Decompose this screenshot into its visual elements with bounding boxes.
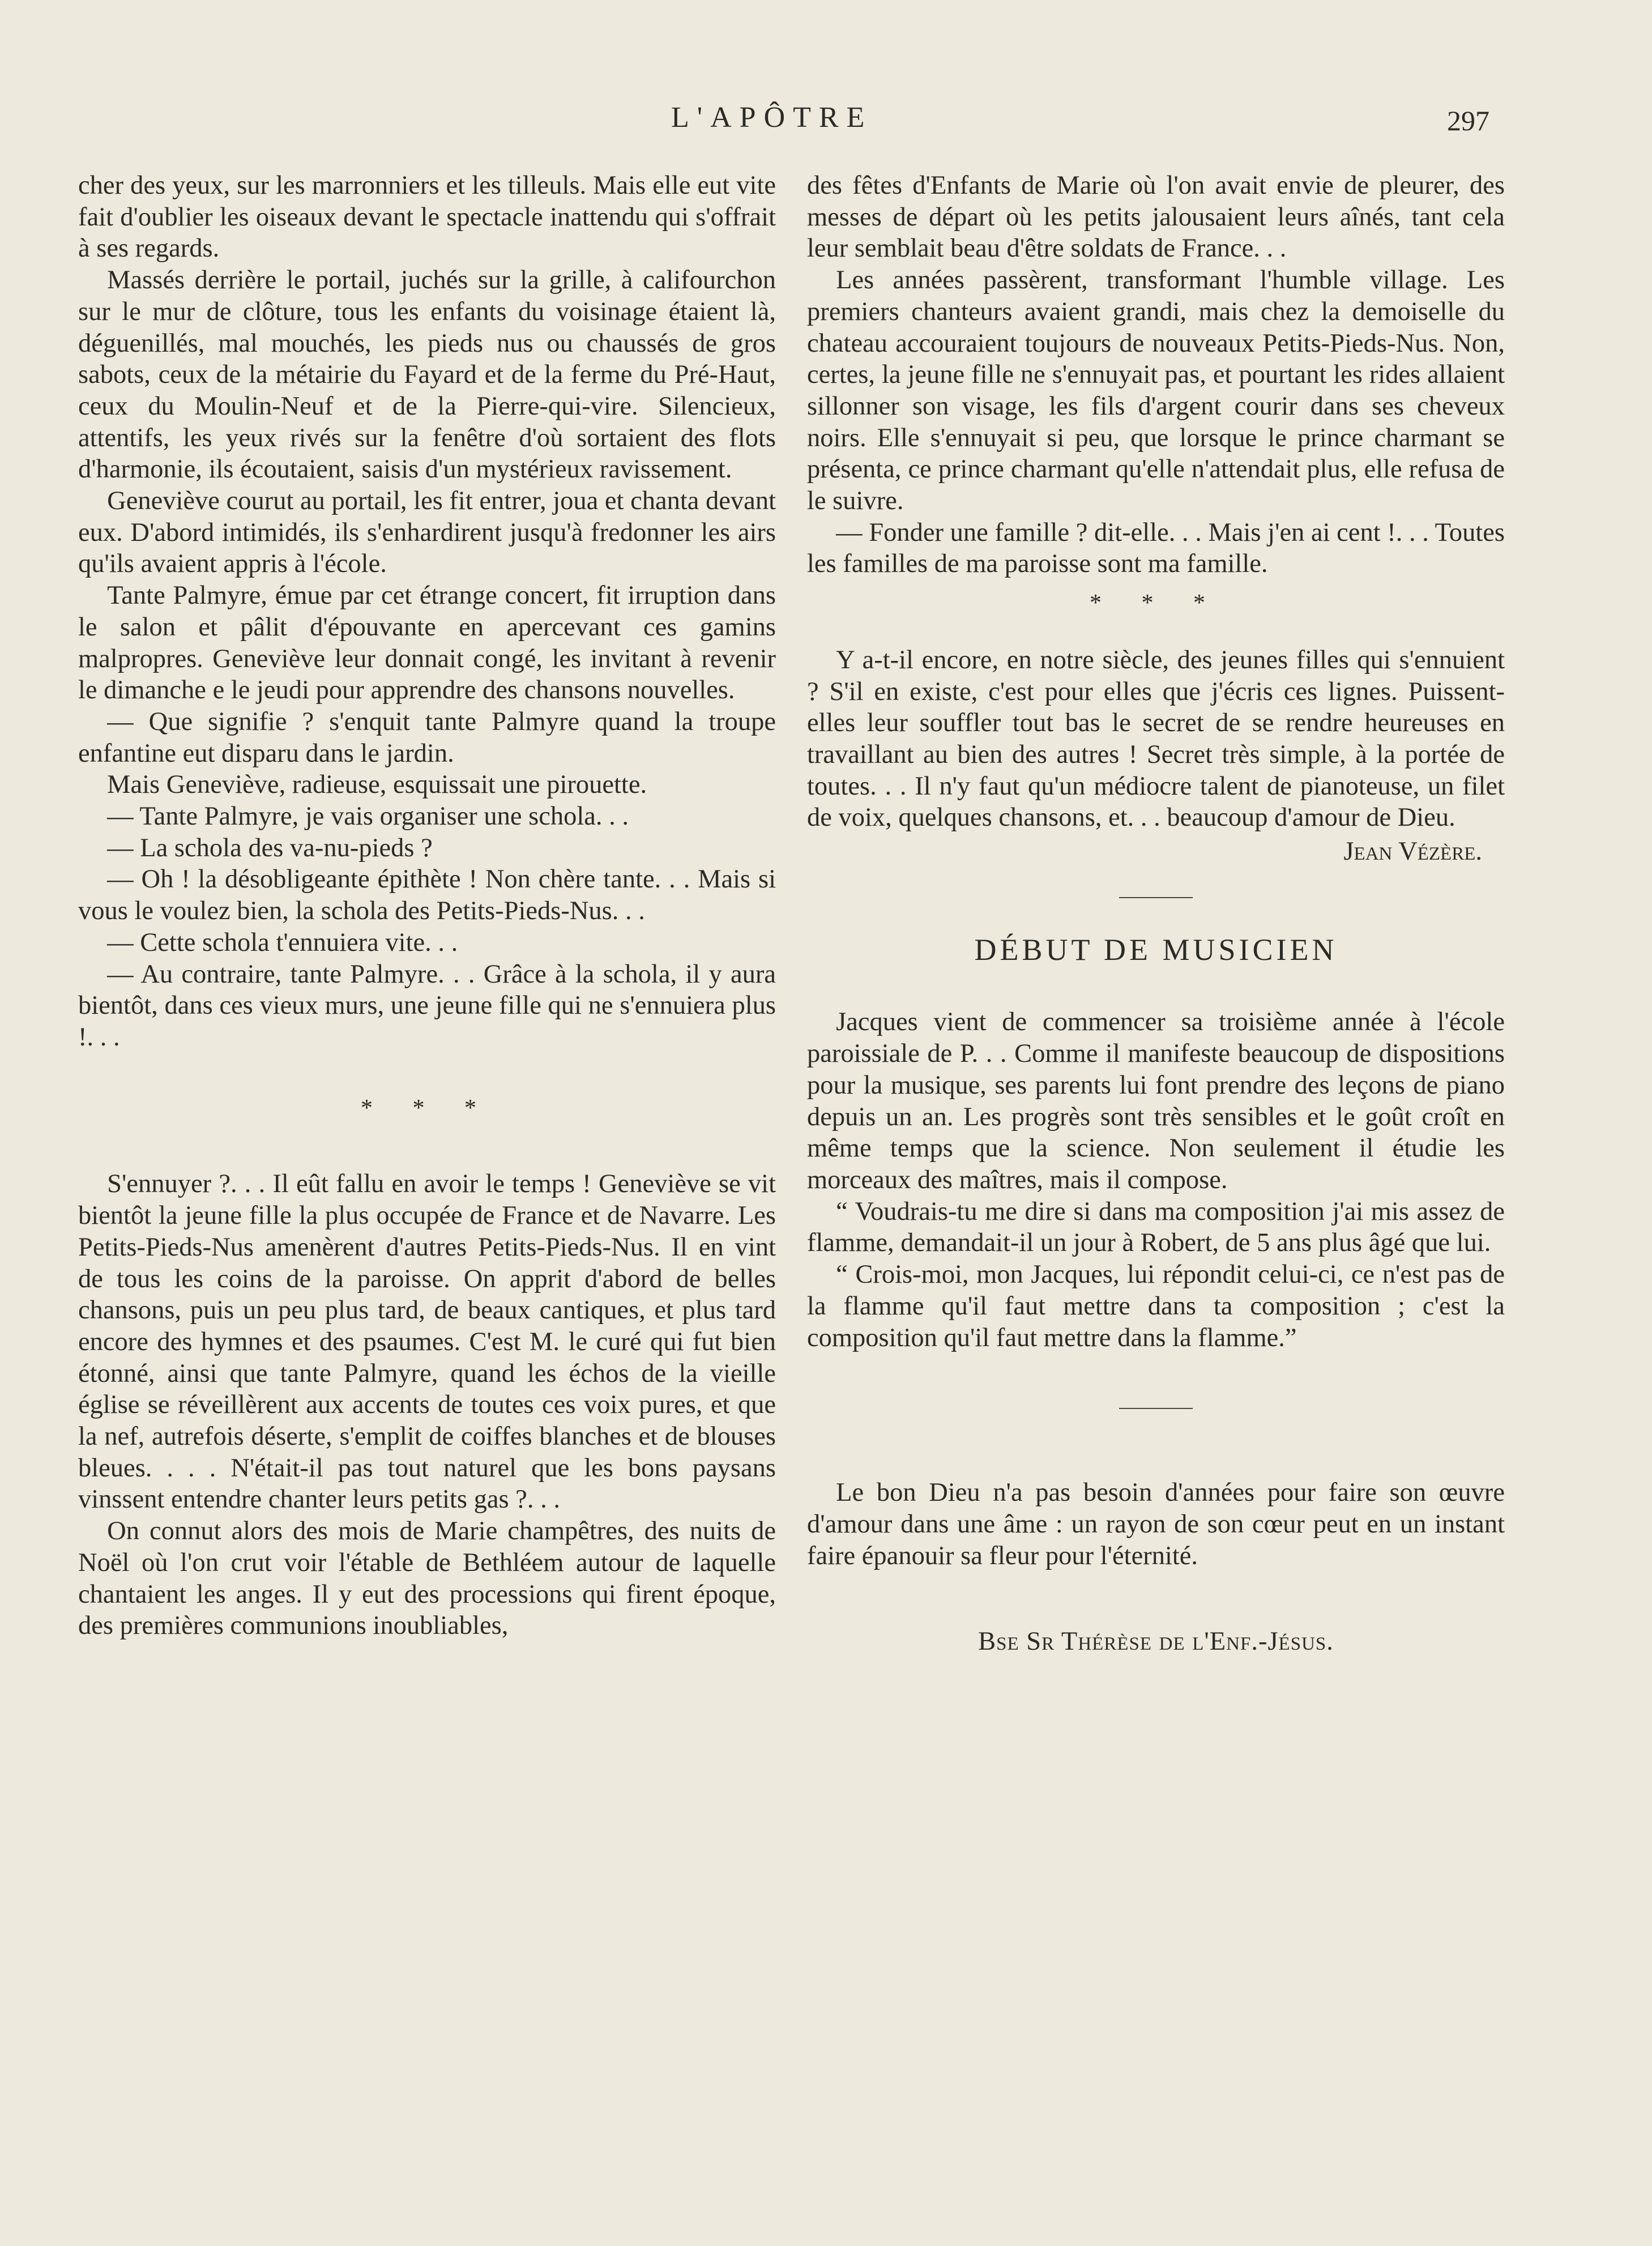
dialogue-line: — Tante Palmyre, je vais organiser une schola. . .	[107, 802, 629, 831]
paragraph: cher des yeux, sur les marronniers et les tilleuls. Mais elle eut vite fait d'oublier les oiseaux devant le spectacle inattendu qui s'offrait à ses regards.	[78, 171, 776, 263]
running-header	[0, 101, 1652, 140]
paragraph: Geneviève courut au portail, les fit entrer, joua et chanta devant eux. D'abord intimidés, ils s'enhardirent jusqu'à fredonner les airs qu'ils avaient appris à l'école.	[78, 486, 776, 579]
paragraph: Les années passèrent, transformant l'humble village. Les premiers chanteurs avaient grandi, mais chez la demoiselle du chateau accouraient toujours de nouveaux Petits-Pieds-Nus. Non, certes, la jeune fille ne s'ennuyait pas, et pourtant les rides allaient sillonner son visage, les fils d'argent courir dans ses cheveux noirs. Elle s'ennuyait si peu, que lorsque le prince charmant se présenta, ce prince charmant qu'elle n'attendait plus, elle refusa de le suivre.	[807, 266, 1505, 516]
section-separator: * * *	[361, 1095, 493, 1121]
paragraph: Jacques vient de commencer sa troisième année à l'école paroissiale de P. . . Comme il manifeste beaucoup de dispositions pour la musique, ses parents lui font prendre des leçons de piano depuis un an. Les progrès sont très sensibles et le goût croît en même temps que la science. Non seulement il étudie les morceaux des maîtres, mais il compose.	[807, 1007, 1505, 1194]
divider	[1119, 1408, 1193, 1409]
dialogue-line: — Au contraire, tante Palmyre. . . Grâce à la schola, il y aura bientôt, dans ces vieux murs, une jeune fille qui ne s'ennuiera plus !. . .	[78, 959, 776, 1052]
left-column	[78, 170, 776, 1642]
author-signature: Bse Sr Thérèse de l'Enf.-Jésus.	[978, 1627, 1334, 1656]
divider	[1119, 897, 1193, 898]
section-title: DÉBUT DE MUSICIEN	[974, 932, 1338, 967]
paragraph: Massés derrière le portail, juchés sur la grille, à califourchon sur le mur de clôture, tous les enfants du voisinage étaient là, déguenillés, mal mouchés, les pieds nus ou chaussés de gros sabots, ceux de la métairie du Fayard et de la ferme du Pré-Haut, ceux du Moulin-Neuf et de la Pierre-qui-vire. Silencieux, attentifs, les yeux rivés sur la fenêtre d'où sortaient des flots d'harmonie, ils écoutaient, saisis d'un mystérieux ravissement.	[78, 266, 776, 484]
page-number: 297	[1447, 105, 1489, 136]
dialogue-line: — Cette schola t'ennuiera vite. . .	[107, 928, 458, 957]
author-signature: Jean Vézère.	[1343, 837, 1482, 866]
dialogue-line: — Oh ! la désobligeante épithète ! Non chère tante. . . Mais si vous le voulez bien, la schola des Petits-Pieds-Nus. . .	[78, 865, 776, 926]
running-title: L'APÔTRE	[671, 101, 873, 134]
right-column	[807, 170, 1505, 1658]
section-separator: * * *	[1090, 590, 1222, 617]
quote-paragraph: “ Crois-moi, mon Jacques, lui répondit celui-ci, ce n'est pas de la flamme qu'il faut mettre dans ta composition ; c'est la composition qu'il faut mettre dans la flamme.”	[807, 1260, 1505, 1352]
quote-paragraph: “ Voudrais-tu me dire si dans ma composition j'ai mis assez de flamme, demandait-il un jour à Robert, de 5 ans plus âgé que lui.	[807, 1197, 1505, 1258]
dialogue-line: — La schola des va-nu-pieds ?	[107, 833, 433, 862]
paragraph: des fêtes d'Enfants de Marie où l'on avait envie de pleurer, des messes de départ où les petits jalousaient leurs aînés, tant cela leur semblait beau d'être soldats de France. . .	[807, 171, 1505, 263]
paragraph: Mais Geneviève, radieuse, esquissait une pirouette.	[107, 770, 647, 800]
paragraph: Le bon Dieu n'a pas besoin d'années pour faire son œuvre d'amour dans une âme : un rayon de son cœur peut en un instant faire épanouir sa fleur pour l'éternité.	[807, 1478, 1505, 1570]
paragraph: S'ennuyer ?. . . Il eût fallu en avoir le temps ! Geneviève se vit bientôt la jeune fille la plus occupée de France et de Navarre. Les Petits-Pieds-Nus amenèrent d'autres Petits-Pieds-Nus. Il en vint de tous les coins de la paroisse. On apprit d'abord de belles chansons, puis un peu plus tard, de beaux cantiques, et plus tard encore des hymnes et des psaumes. C'est M. le curé qui fut bien étonné, ainsi que tante Palmyre, quand les échos de la vieille église se réveillèrent aux accents de toutes ces voix pures, et que la nef, autrefois déserte, s'emplit de coiffes blanches et de blouses bleues. . . . N'était-il pas tout naturel que les bons paysans vinssent entendre chanter leurs petits gas ?. . .	[78, 1169, 776, 1514]
paragraph: Y a-t-il encore, en notre siècle, des jeunes filles qui s'ennuient ? S'il en existe, c'est pour elles que j'écris ces lignes. Puissent-elles leur souffler tout bas le secret de se rendre heureuses en travaillant au bien des autres ! Secret très simple, à la portée de toutes. . . Il n'y faut qu'un médiocre talent de pianoteuse, un filet de voix, quelques chansons, et. . . beaucoup d'amour de Dieu.	[807, 645, 1505, 832]
paragraph: On connut alors des mois de Marie champêtres, des nuits de Noël où l'on crut voir l'étable de Bethléem autour de laquelle chantaient les anges. Il y eut des processions qui firent époque, des premières communions inoubliables,	[78, 1517, 776, 1641]
paragraph: Tante Palmyre, émue par cet étrange concert, fit irruption dans le salon et pâlit d'épouvante en apercevant ces gamins malpropres. Geneviève leur donnait congé, les invitant à revenir le dimanche e le jeudi pour apprendre des chansons nouvelles.	[78, 581, 776, 705]
dialogue-line: — Que signifie ? s'enquit tante Palmyre quand la troupe enfantine eut disparu dans le jardin.	[78, 707, 776, 768]
dialogue-line: — Fonder une famille ? dit-elle. . . Mais j'en ai cent !. . . Toutes les familles de ma paroisse sont ma famille.	[807, 518, 1505, 579]
